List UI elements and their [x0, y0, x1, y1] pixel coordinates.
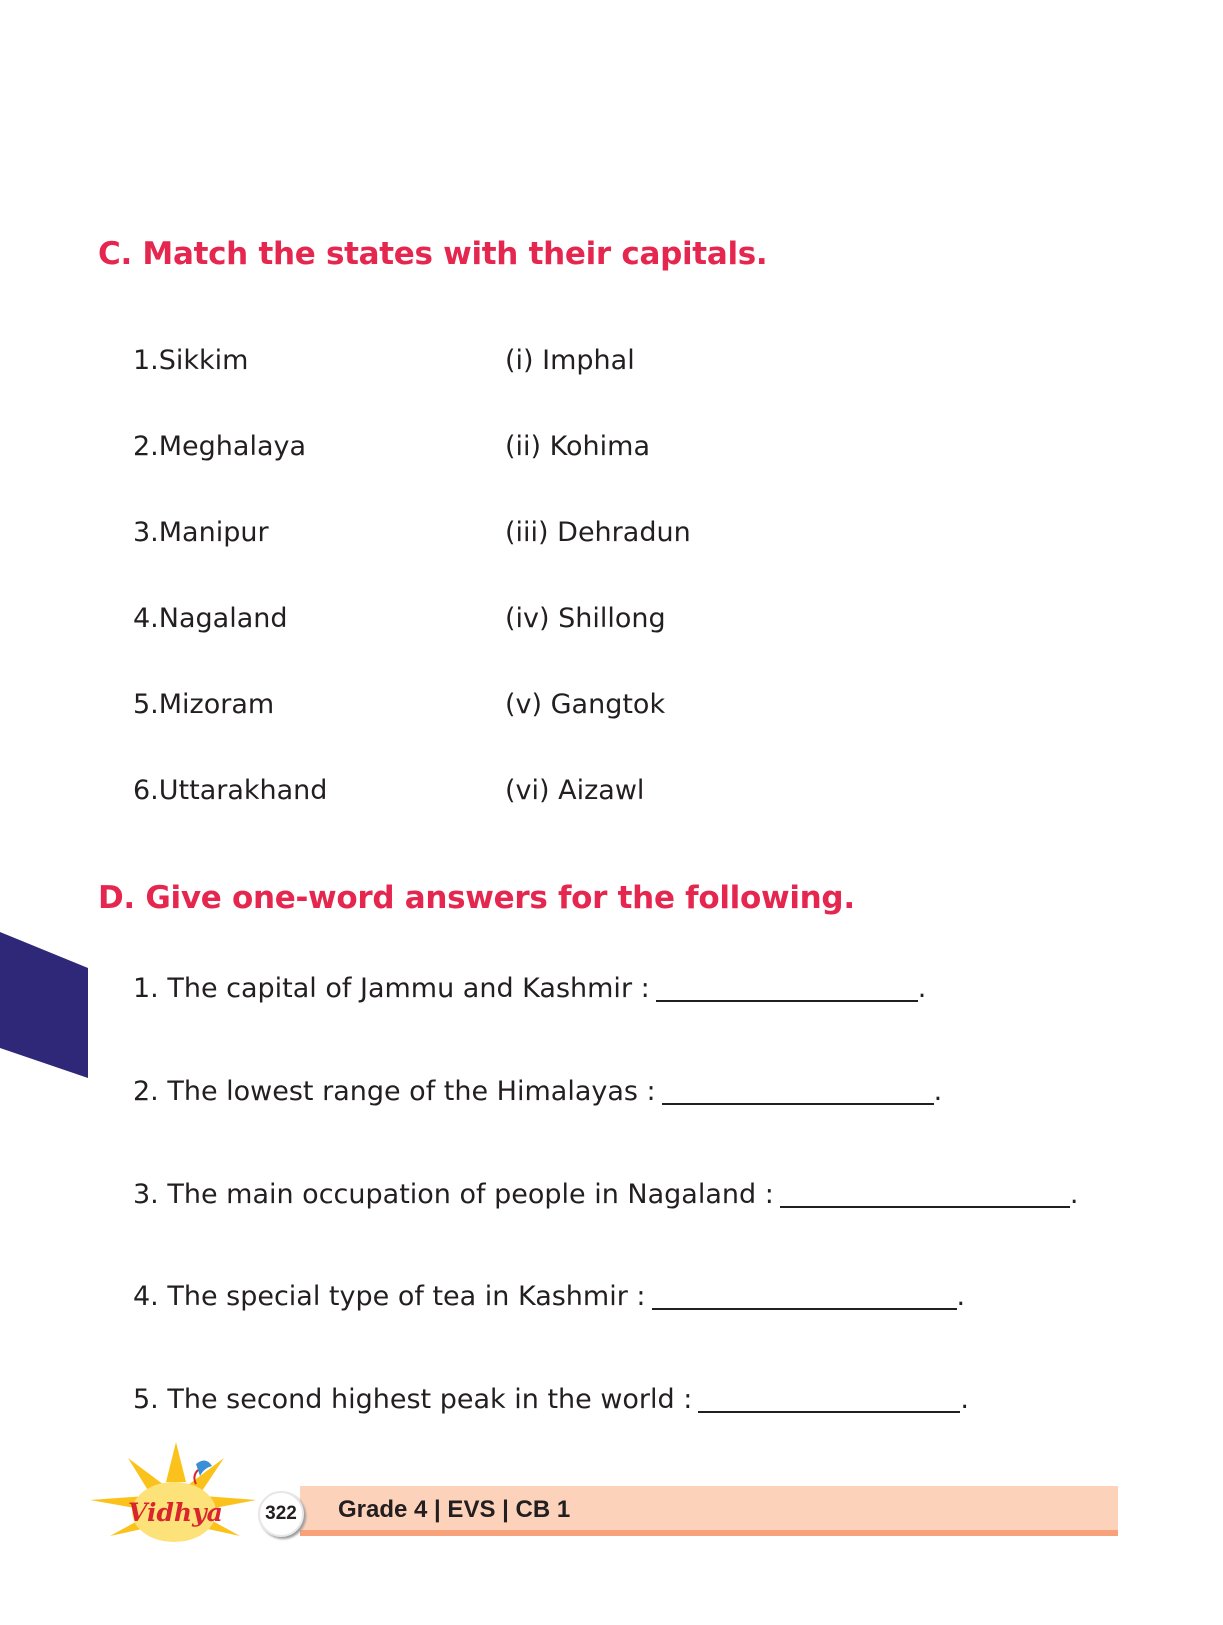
- end-mark: .: [956, 1281, 966, 1312]
- question-text: 5. The second highest peak in the world :: [133, 1384, 693, 1415]
- capital-item: (vi) Aizawl: [505, 775, 645, 806]
- logo-text: Vidhya: [128, 1498, 223, 1527]
- end-mark: .: [933, 1076, 943, 1107]
- state-item: 5.Mizoram: [133, 689, 275, 720]
- capital-item: (iii) Dehradun: [505, 517, 691, 548]
- capital-item: (i) Imphal: [505, 345, 635, 376]
- question-row: [133, 1078, 942, 1105]
- state-item: 2.Meghalaya: [133, 431, 307, 462]
- state-item: 4.Nagaland: [133, 603, 288, 634]
- state-item: 3.Manipur: [133, 517, 269, 548]
- answer-blank[interactable]: [652, 1286, 957, 1310]
- answer-blank[interactable]: [662, 1081, 934, 1105]
- end-mark: .: [1069, 1179, 1079, 1210]
- question-text: 3. The main occupation of people in Nagaland :: [133, 1179, 774, 1210]
- answer-blank[interactable]: [780, 1184, 1070, 1208]
- answer-blank[interactable]: [698, 1389, 960, 1413]
- book-info: Grade 4 | EVS | CB 1: [338, 1496, 571, 1523]
- question-row: [133, 1181, 1078, 1208]
- page-footer: [0, 1440, 1223, 1550]
- state-item: 6.Uttarakhand: [133, 775, 328, 806]
- section-c-heading: C. Match the states with their capitals.: [98, 236, 768, 272]
- capital-item: (ii) Kohima: [505, 431, 650, 462]
- question-row: [133, 1386, 969, 1413]
- question-row: [133, 975, 926, 1002]
- capital-item: (iv) Shillong: [505, 603, 666, 634]
- answer-blank[interactable]: [656, 978, 918, 1002]
- side-tab: [0, 0, 90, 1080]
- question-text: 1. The capital of Jammu and Kashmir :: [133, 973, 650, 1004]
- page-number: 322: [258, 1491, 304, 1537]
- sun-logo-icon: [88, 1440, 258, 1550]
- question-row: [133, 1283, 965, 1310]
- section-d-heading: D. Give one-word answers for the following.: [98, 880, 855, 916]
- question-text: 2. The lowest range of the Himalayas :: [133, 1076, 656, 1107]
- state-item: 1.Sikkim: [133, 345, 249, 376]
- end-mark: .: [917, 973, 927, 1004]
- question-text: 4. The special type of tea in Kashmir :: [133, 1281, 646, 1312]
- capital-item: (v) Gangtok: [505, 689, 666, 720]
- end-mark: .: [960, 1384, 969, 1415]
